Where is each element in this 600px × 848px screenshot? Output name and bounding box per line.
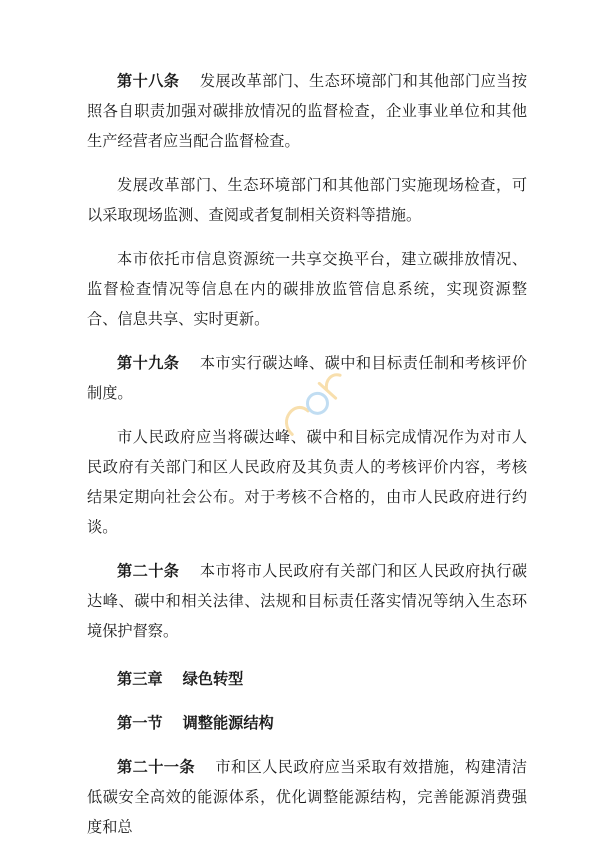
watermark-stroke-1 [280,403,311,435]
article-20-paragraph-1 [87,556,527,646]
chapter-heading [87,664,527,694]
section-heading [87,708,527,738]
article-19-text-1: 本市实行碳达峰、碳中和目标责任制和考核评价制度。 [87,354,528,402]
article-18-paragraph-1 [87,66,527,156]
article-18-text-1: 发展改革部门、生态环境部门和其他部门应当按照各自职责加强对碳排放情况的监督检查，企业事业单位和其他生产经营者应当配合监督检查。 [87,72,528,150]
article-18-paragraph-2: 发展改革部门、生态环境部门和其他部门实施现场检查，可以采取现场监测、查阅或者复制相关资料等措施。 [87,176,527,224]
article-19-heading: 第十九条 [117,354,180,372]
article-21-paragraph-1 [87,752,527,842]
chapter-title: 绿色转型 [182,670,244,688]
article-20-heading: 第二十条 [117,562,180,580]
chapter-number: 第三章 [117,670,163,688]
watermark-stroke-2 [303,389,331,417]
section-number: 第一节 [117,714,163,732]
article-19-paragraph-2: 市人民政府应当将碳达峰、碳中和目标完成情况作为对市人民政府有关部门和区人民政府及其负责人的考核评价内容，考核结果定期向社会公布。对于考核不合格的，由市人民政府进行约谈。 [87,428,527,536]
article-21-text-1: 市和区人民政府应当采取有效措施，构建清洁低碳安全高效的能源体系，优化调整能源结构，完善能源消费强度和总 [87,758,528,836]
article-20-text-1: 本市将市人民政府有关部门和区人民政府执行碳达峰、碳中和相关法律、法规和目标责任落实情况等纳入生态环境保护督察。 [87,562,528,640]
article-18-paragraph-3: 本市依托市信息资源统一共享交换平台，建立碳排放情况、监督检查情况等信息在内的碳排放监管信息系统，实现资源整合、信息共享、实时更新。 [87,250,527,328]
article-21-heading: 第二十一条 [117,758,195,776]
article-18-heading: 第十八条 [117,72,180,90]
section-title: 调整能源结构 [182,714,274,732]
